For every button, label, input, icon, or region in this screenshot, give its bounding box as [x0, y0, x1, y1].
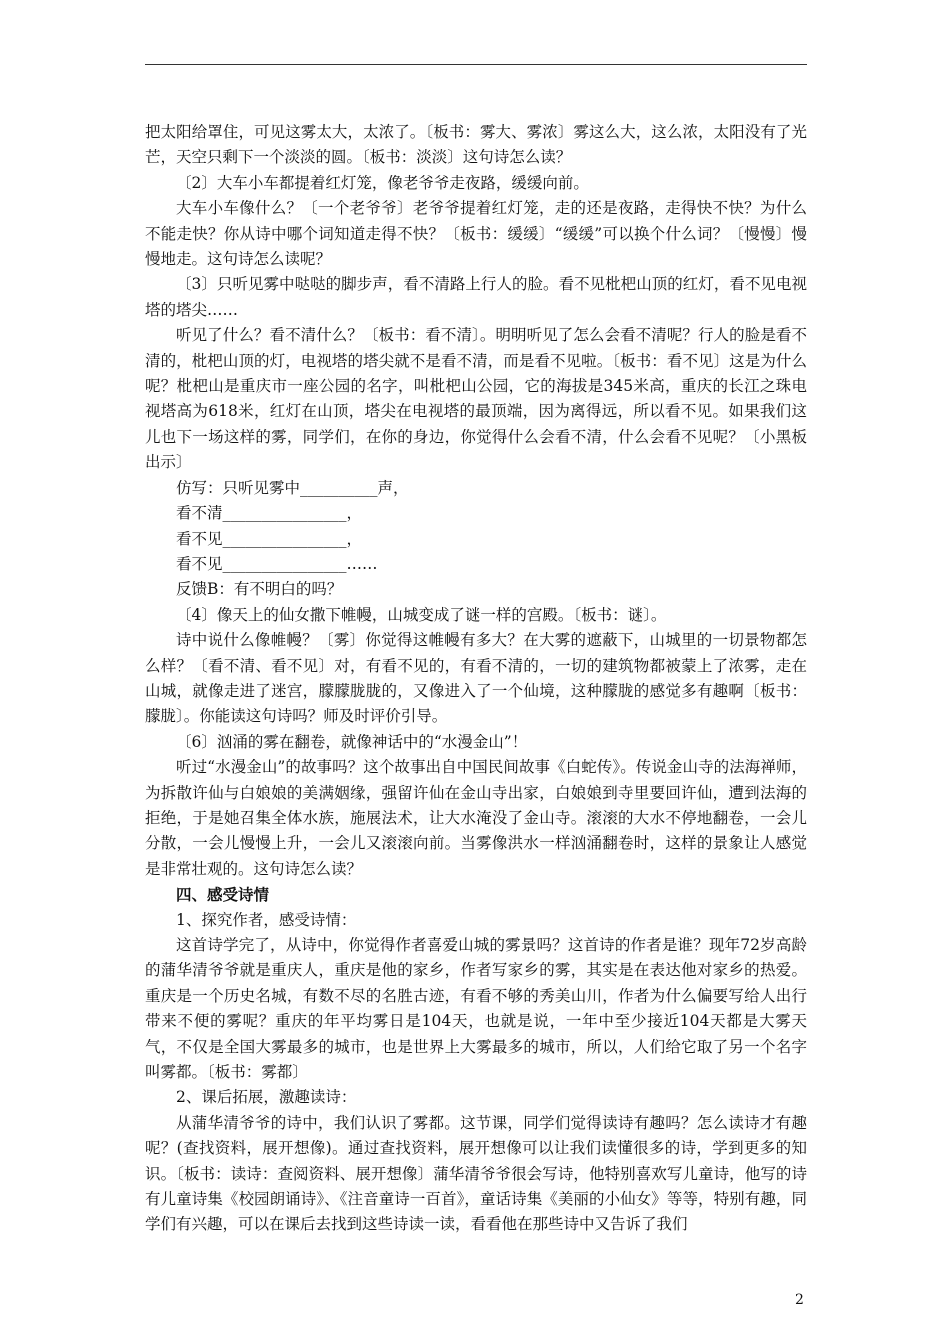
- paragraph: 从蒲华清爷爷的诗中，我们认识了雾都。这节课，同学们觉得读诗有趣吗？怎么读诗才有趣呢？(查找资料，展开想像)。通过查找资料，展开想像可以让我们读懂很多的诗，学到更多的知识。〔板书：读诗：查阅资料、展开想像〕蒲华清爷爷很会写诗，他特别喜欢写儿童诗，他写的诗有儿童诗集《校园朗诵诗》、《注音童诗一百首》，童话诗集《美丽的小仙女》等等，特别有趣，同学们有兴趣，可以在课后去找到这些诗读一读，看看他在那些诗中又告诉了我们: [145, 1113, 807, 1234]
- paragraph: 〔6〕汹涌的雾在翻卷，就像神话中的“水漫金山”！: [176, 732, 528, 751]
- paragraph: 诗中说什么像帷幔？〔雾〕你觉得这帷幔有多大？在大雾的遮蔽下，山城里的一切景物都怎么样？〔看不清、看不见〕对，有看不见的，有看不清的，一切的建筑物都被蒙上了浓雾，走在山城，就像走进了迷宫，朦朦胧胧的，又像进入了一个仙境，这种朦胧的感觉多有趣啊〔板书：朦胧〕。你能读这句诗吗？师及时评价引导。: [145, 631, 807, 726]
- paragraph: 听过“水漫金山”的故事吗？这个故事出自中国民间故事《白蛇传》。传说金山寺的法海禅师，为拆散许仙与白娘娘的美满姻缘，强留许仙在金山寺出家，白娘娘到寺里要回许仙，遭到法海的拒绝，于是她召集全体水族，施展法术，让大水淹没了金山寺。滚滚的大水不停地翻卷，一会儿分散，一会儿慢慢上升，一会儿又滚滚向前。当雾像洪水一样汹涌翻卷时，这样的景象让人感觉是非常壮观的。这句诗怎么读？: [145, 758, 807, 878]
- paragraph: 听见了什么？看不清什么？〔板书：看不清〕。明明听见了怎么会看不清呢？行人的脸是看不清的，枇杷山顶的灯，电视塔的塔尖就不是看不清，而是看不见啦。〔板书：看不见〕这是为什么呢？枇杷山是重庆市一座公园的名字，叫枇杷山公园，它的海拔是345米高，重庆的长江之珠电视塔高为618米，红灯在山顶，塔尖在电视塔的最顶端，因为离得远，所以看不见。如果我们这儿也下一场这样的雾，同学们，在你的身边，你觉得什么会看不清，什么会看不见呢？〔小黑板出示〕: [145, 326, 807, 472]
- fill-in-line: 看不见________________，: [176, 529, 363, 548]
- section-heading: 四、感受诗情: [176, 885, 270, 905]
- document-body: [145, 120, 807, 1238]
- fill-in-line: 仿写：只听见雾中__________声，: [176, 478, 409, 497]
- paragraph: 把太阳给罩住，可见这雾太大，太浓了。〔板书：雾大、雾浓〕雾这么大，这么浓，太阳没有了光芒，天空只剩下一个淡淡的圆。〔板书：淡淡〕这句诗怎么读？: [145, 123, 807, 167]
- paragraph: 〔3〕只听见雾中哒哒的脚步声，看不清路上行人的脸。看不见枇杷山顶的红灯，看不见电视塔的塔尖……: [145, 275, 807, 319]
- page-number: 2: [795, 1292, 804, 1308]
- header-rule: [145, 64, 807, 65]
- fill-in-line: 看不见________________……: [176, 554, 378, 573]
- paragraph: 这首诗学完了，从诗中，你觉得作者喜爱山城的雾景吗？这首诗的作者是谁？现年72岁高龄的蒲华清爷爷就是重庆人，重庆是他的家乡，作者写家乡的雾，其实是在表达他对家乡的热爱。重庆是一个历史名城，有数不尽的名胜古迹，有看不够的秀美山川，作者为什么偏要写给人出行带来不便的雾呢？重庆的年平均雾日是104天，也就是说，一年中至少接近104天都是大雾天气，不仅是全国大雾最多的城市，也是世界上大雾最多的城市，所以，人们给它取了另一个名字叫雾都。〔板书：雾都〕: [145, 936, 807, 1082]
- paragraph: 〔2〕大车小车都提着红灯笼，像老爷爷走夜路，缓缓向前。: [176, 173, 589, 192]
- subheading: 1、探究作者，感受诗情：: [176, 910, 357, 929]
- paragraph: 大车小车像什么？〔一个老爷爷〕老爷爷提着红灯笼，走的还是夜路，走得快不快？为什么不能走快？你从诗中哪个词知道走得不快？〔板书：缓缓〕“缓缓”可以换个什么词？〔慢慢〕慢慢地走。这句诗怎么读呢？: [145, 199, 807, 269]
- subheading: 2、课后拓展，激趣读诗：: [176, 1088, 357, 1107]
- paragraph: 〔4〕像天上的仙女撒下帷幔，山城变成了谜一样的宫殿。〔板书：谜〕。: [176, 605, 667, 624]
- paragraph: 反馈B：有不明白的吗？: [176, 580, 343, 599]
- fill-in-line: 看不清________________，: [176, 504, 363, 523]
